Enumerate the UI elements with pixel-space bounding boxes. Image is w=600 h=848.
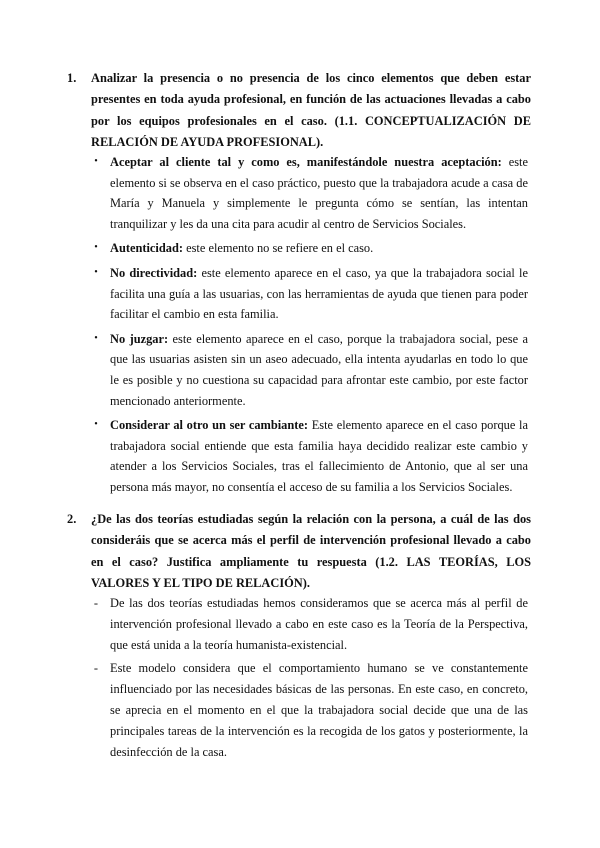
list-item [94, 238, 528, 259]
bullet-icon: • [94, 266, 98, 278]
bullet-icon: • [94, 156, 98, 167]
bullet-icon: • [94, 332, 98, 344]
list-item [94, 152, 528, 234]
question-number: 1. [67, 71, 77, 85]
item-term: No juzgar: [110, 331, 169, 346]
item-term: Aceptar al cliente tal y como es, manifestándole nuestra aceptación: [110, 155, 502, 169]
question-2-heading [69, 509, 531, 594]
item-body: este elemento aparece en el caso, porque la trabajadora social, pese a que las usuarias asisten sin un aseo adecuado, ella intenta ayudarlas en todo lo que le es posible y no cuestiona su capacidad para afrontar este cambio, por este factor mencionado anteriormente. [110, 331, 528, 408]
question-text: Analizar la presencia o no presencia de los cinco elementos que deben estar presentes en toda ayuda profesional, en función de las actuaciones llevadas a cabo por los equipos profesionales en el caso. (1.1. CONCEPTUALIZACIÓN DE RELACIÓN DE AYUDA PROFESIONAL). [91, 71, 531, 149]
dash-icon: - [93, 596, 99, 610]
item-term: No directividad: [110, 265, 198, 280]
dash-icon: - [93, 661, 99, 675]
question-number: 2. [67, 512, 77, 526]
item-body: este elemento si se observa en el caso práctico, puesto que la trabajadora acude a casa de María y Manuela y simplemente le pregunta cómo se sentían, las intentan tranquilizar y les da una cita para acudir al centro de Servicios Sociales. [110, 155, 528, 231]
bullet-icon: • [94, 242, 98, 254]
item-body: Este elemento aparece en el caso porque la trabajadora social entiende que esta familia haya decidido realizar este cambio y atender a los Servicios Sociales, tras el fallecimiento de Antonio, que al ser una persona más mayor, no consentía el acceso de su familia a los Servicios Sociales. [110, 418, 528, 494]
list-item [94, 329, 528, 411]
list-item [93, 658, 528, 763]
list-item [94, 415, 528, 497]
item-term: Autenticidad: [110, 241, 183, 256]
item-body: este elemento no se refiere en el caso. [182, 241, 374, 256]
question-2-dash-list [0, 593, 600, 765]
question-text: ¿De las dos teorías estudiadas según la relación con la persona, a cuál de las dos consideráis que se acerca más el perfil de intervención profesional llevado a cabo en el caso? Justifica ampliamente tu respuesta (1.2. LAS TEORÍAS, LOS VALORES Y EL TIPO DE RELACIÓN). [91, 512, 531, 590]
item-body: De las dos teorías estudiadas hemos consideramos que se acerca más al perfil de intervención profesional llevado a cabo en este caso es la Teoría de la Perspectiva, que está unida a la teoría humanista-existencial. [110, 596, 528, 652]
question-1-bullet-list [0, 152, 600, 502]
question-1-heading [69, 68, 531, 153]
list-item [93, 593, 528, 656]
list-item [94, 263, 528, 325]
item-term: Considerar al otro un ser cambiante: [110, 418, 309, 433]
bullet-icon: • [94, 419, 98, 431]
item-body: este elemento aparece en el caso, ya que la trabajadora social le facilita una guía a las usuarias, con las herramientas de ayuda que tienen para poder facilitar el cambio en esta familia. [110, 265, 528, 322]
item-body: Este modelo considera que el comportamiento humano se ve constantemente influenciado por las necesidades básicas de las personas. En este caso, en concreto, se aprecia en el momento en el que la trabajadora social decide que una de las principales tareas de la intervención es la recogida de los gatos y posteriormente, la desinfección de la casa. [110, 661, 528, 759]
